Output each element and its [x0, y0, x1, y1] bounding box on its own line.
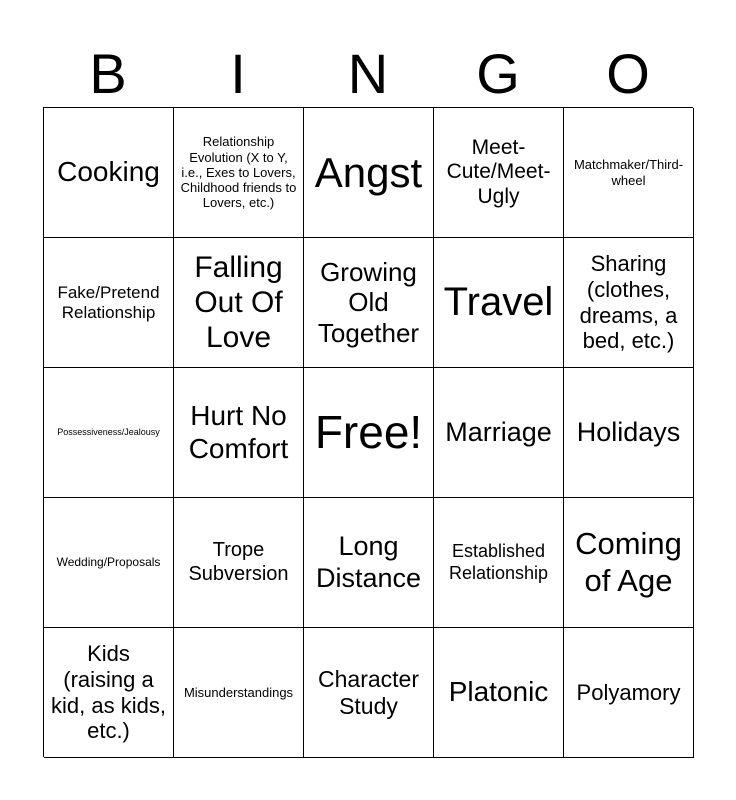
bingo-cell[interactable] [174, 368, 304, 498]
bingo-cell-label: Fake/Pretend Relationship [57, 282, 160, 322]
bingo-cell[interactable] [174, 498, 304, 628]
bingo-card-grid [43, 107, 693, 757]
bingo-cell-label: Holidays [576, 416, 681, 447]
bingo-cell[interactable] [304, 108, 434, 238]
bingo-cell[interactable] [564, 498, 694, 628]
bingo-cell[interactable] [44, 368, 174, 498]
header-letter-g: G [476, 42, 520, 105]
bingo-header [43, 40, 693, 108]
bingo-cell-label: Relationship Evolution (X to Y, i.e., Exes to Lovers, Childhood friends to Lovers, etc.) [180, 134, 297, 211]
bingo-cell[interactable] [174, 628, 304, 758]
bingo-cell[interactable] [564, 238, 694, 368]
bingo-cell-label: Growing Old Together [317, 256, 420, 348]
bingo-cell[interactable] [564, 628, 694, 758]
bingo-cell[interactable] [434, 628, 564, 758]
bingo-cell[interactable] [564, 368, 694, 498]
bingo-cell-label: Angst [314, 148, 423, 196]
header-letter-i: I [230, 42, 246, 105]
bingo-cell-label: Coming of Age [575, 526, 682, 598]
bingo-cell-label: Character Study [318, 665, 419, 719]
bingo-cell[interactable] [434, 368, 564, 498]
bingo-cell-label: Platonic [448, 676, 549, 708]
bingo-cell-label: Hurt No Comfort [188, 399, 289, 464]
bingo-cell[interactable] [304, 238, 434, 368]
bingo-cell-label: Marriage [445, 416, 552, 447]
bingo-cell[interactable] [434, 108, 564, 238]
bingo-cell-label: Misunderstandings [183, 684, 294, 700]
bingo-cell-label: Possessiveness/Jealousy [57, 427, 160, 438]
bingo-cell[interactable] [44, 498, 174, 628]
header-letter-n: N [347, 42, 389, 105]
bingo-cell[interactable] [564, 108, 694, 238]
bingo-cell[interactable] [434, 238, 564, 368]
bingo-cell-label: Meet-Cute/Meet-Ugly [446, 135, 551, 208]
bingo-cell-label: Kids (raising a kid, as kids, etc.) [51, 641, 166, 744]
bingo-cell-label: Matchmaker/Third-wheel [573, 157, 684, 188]
bingo-cell-label: Cooking [57, 156, 160, 188]
bingo-cell-label: Long Distance [315, 530, 422, 593]
header-letter-o: O [606, 42, 650, 105]
bingo-cell-label: Trope Subversion [188, 539, 289, 585]
bingo-cell-label: Travel [443, 280, 554, 325]
bingo-cell-label: Polyamory [576, 679, 681, 705]
bingo-cell-label: Falling Out Of Love [194, 250, 283, 355]
bingo-cell[interactable] [304, 628, 434, 758]
bingo-cell[interactable] [304, 368, 434, 498]
bingo-cell-label: Wedding/Proposals [56, 555, 161, 570]
header-letter-b: B [89, 42, 127, 105]
bingo-cell[interactable] [434, 498, 564, 628]
bingo-cell[interactable] [44, 108, 174, 238]
bingo-cell[interactable] [44, 628, 174, 758]
bingo-cell[interactable] [304, 498, 434, 628]
bingo-cell[interactable] [44, 238, 174, 368]
bingo-cell-label: Free! [314, 405, 423, 458]
bingo-cell-label: Established Relationship [448, 541, 549, 583]
bingo-cell[interactable] [174, 108, 304, 238]
bingo-cell[interactable] [174, 238, 304, 368]
bingo-cell-label: Sharing (clothes, dreams, a bed, etc.) [579, 251, 678, 354]
